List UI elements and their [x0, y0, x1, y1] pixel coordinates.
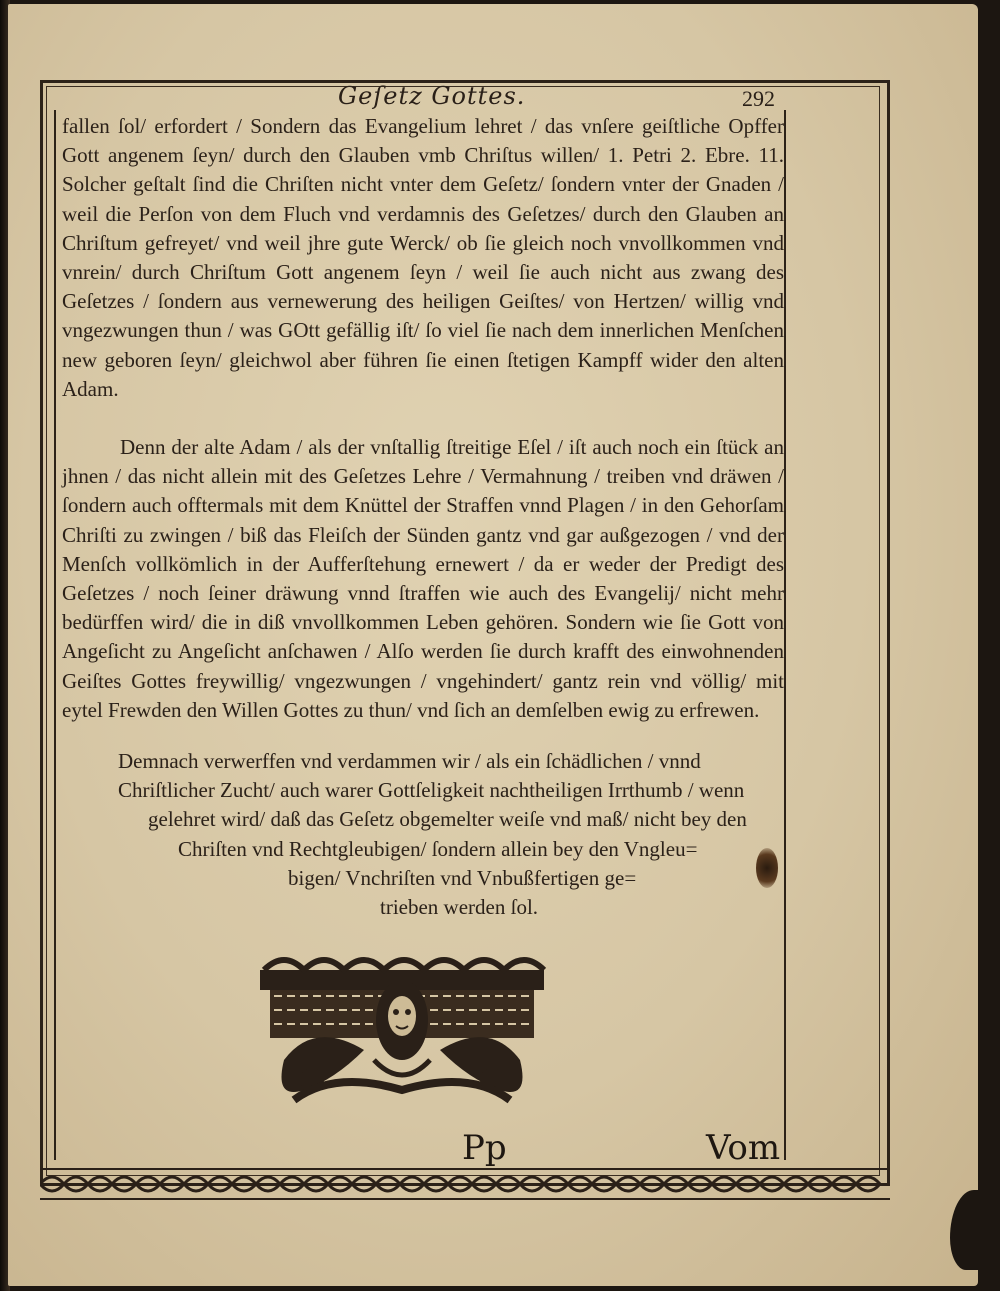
- paragraph-1: fallen ſol/ erfordert / Sondern das Evangelium lehret / das vnſere geiſtliche Opffer Gott angenem ſeyn/ durch den Glauben vmb Chriſtus willen/ 1. Petri 2. Ebre. 11. Solcher geſtalt ſind die Chriſten nicht vnter dem Geſetz/ ſondern vnter der Gnaden / weil die Perſon von dem Fluch vnd verdamnis des Geſetzes/ durch den Glauben an Chriſtum gefreyet/ vnd weil jhre gute Werck/ ob ſie gleich noch vnvollkommen vnd vnrein/ durch Chriſtum Gott angenem ſeyn / weil ſie auch nicht aus zwang des Geſetzes / ſondern aus vernewerung des heiligen Geiſtes/ von Hertzen/ willig vnd vngezwungen thun / was GOtt gefällig iſt/ ſo viel ſie nach dem innerlichen Menſchen new geboren ſeyn/ gleichwol aber führen ſie einen ſtetigen Kampff wider den alten Adam.: [62, 114, 784, 401]
- left-rule: [54, 110, 56, 1160]
- ink-stain: [756, 848, 778, 888]
- paragraph-2: Denn der alte Adam / als der vnſtallig ſtreitige Eſel / iſt auch noch ein ſtück an jhnen / das nicht allein mit des Geſetzes Lehre / Vermahnung / treiben vnd dräwen / ſondern auch offtermals mit dem Knüttel der Straffen vnnd Plagen / in den Gehorſam Chriſti zu zwingen / biß das Fleiſch der Sünden gantz vnd gar außgezogen / vnd der Menſch vollkömlich in der Aufferſtehung ernewert / da er weder der Predigt des Geſetzes / noch ſeiner dräwung vnnd ſtraffen wie auch des Evangelij/ nicht mehr bedürffen wird/ die in diß vnvollkommen Leben gehören. Sondern wie ſie Gott von Angeſicht zu Angeſicht anſchawen / Alſo werden ſie durch krafft des einwohnenden Geiſtes Gottes freywillig/ vngezwungen / vngehindert/ gantz rein vnd völlig/ mit eytel Frewden den Willen Gottes zu thun/ vnd ſich an demſelben ewig zu erfrewen.: [62, 435, 784, 722]
- paragraph-3: [62, 747, 784, 922]
- main-text: [62, 112, 784, 922]
- paragraph-3-line: Demnach verwerffen vnd verdammen wir / als ein ſchädlichen / vnnd: [118, 749, 701, 774]
- paragraph-3-line: bigen/ Vnchriſten vnd Vnbußfertigen ge=: [288, 865, 637, 890]
- paragraph-3-line: Chriſten vnd Rechtgleubigen/ ſondern allein bey den Vngleu=: [178, 836, 698, 861]
- paragraph-3-line: trieben werden ſol.: [380, 895, 539, 920]
- running-title: Geſetz Gottes.: [338, 82, 526, 110]
- page-number: 292: [742, 86, 775, 111]
- decorative-border-strip-icon: [40, 1166, 890, 1202]
- signature-mark: Pp: [462, 1128, 507, 1168]
- right-rule: [784, 110, 786, 1160]
- paragraph-3-line: gelehret wird/ daß das Geſetz obgemelter weiſe vnd maß/ nicht bey den: [148, 807, 747, 832]
- woodcut-ornament-icon: [254, 940, 550, 1122]
- paragraph-3-line: Chriſtlicher Zucht/ auch warer Gottſeligkeit nachtheiligen Irrthumb / wenn: [118, 778, 745, 803]
- catchword: Vom: [706, 1128, 781, 1168]
